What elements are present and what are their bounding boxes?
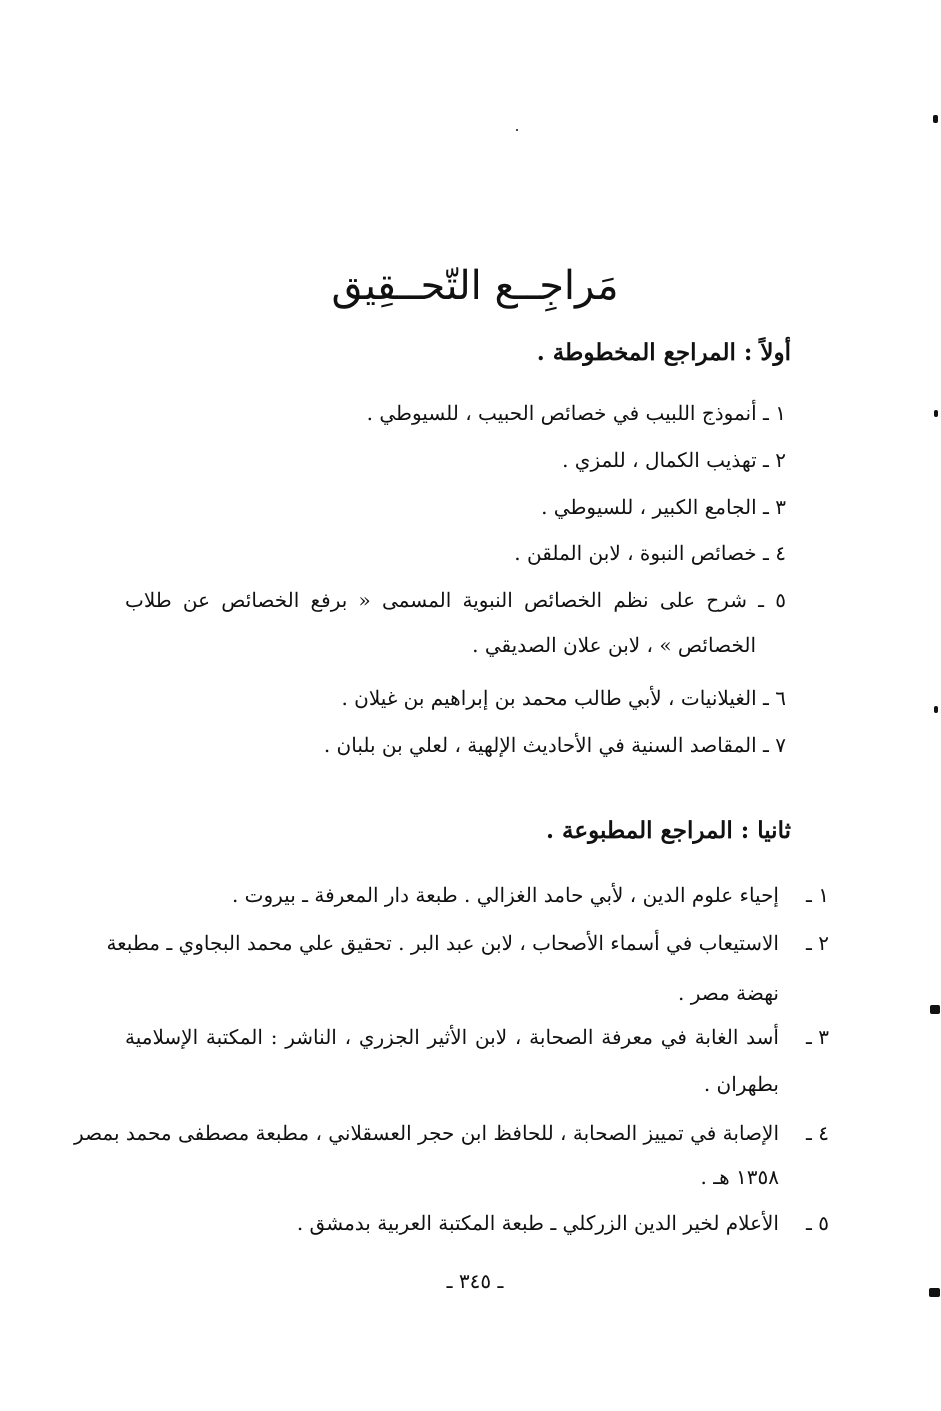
item-text: ـ شرح على نظم الخصائص النبوية المسمى « برفع الخصائص عن طلاب xyxy=(125,588,765,612)
item-continuation: ١٣٥٨ هـ . xyxy=(700,1165,779,1189)
item-number: ٣ ـ xyxy=(806,1025,829,1049)
item-text: الأعلام لخير الدين الزركلي ـ طبعة المكتبة العربية بدمشق . xyxy=(296,1211,779,1235)
manuscript-item-3 xyxy=(541,492,786,522)
item-number: ٥ ـ xyxy=(806,1211,829,1235)
item-text: الإصابة في تمييز الصحابة ، للحافظ ابن حجر العسقلاني ، مطبعة مصطفى محمد بمصر xyxy=(74,1121,779,1145)
item-text: ـ أنموذج اللبيب في خصائص الحبيب ، للسيوطي . xyxy=(366,401,769,425)
item-number: ٤ ـ xyxy=(806,1121,829,1145)
manuscript-item-7 xyxy=(324,730,786,760)
page-title: مَراجِــع التّحــقِيق xyxy=(331,263,619,309)
item-number: ٦ xyxy=(775,686,786,710)
item-text: ـ تهذيب الكمال ، للمزي . xyxy=(562,448,769,472)
item-number: ٣ xyxy=(775,495,786,519)
scan-mark xyxy=(933,115,938,123)
item-text: الاستيعاب في أسماء الأصحاب ، لابن عبد البر . تحقيق علي محمد البجاوي ـ مطبعة xyxy=(106,931,779,955)
item-text: ـ المقاصد السنية في الأحاديث الإلهية ، لعلي بن بلبان . xyxy=(323,733,769,757)
scan-mark xyxy=(934,706,938,713)
item-number: ٥ xyxy=(775,588,786,612)
item-text: ـ الغيلانيات ، لأبي طالب محمد بن إبراهيم بن غيلان . xyxy=(341,686,769,710)
item-number: ٢ xyxy=(775,448,786,472)
item-continuation: نهضة مصر . xyxy=(677,981,779,1005)
item-number: ٢ ـ xyxy=(806,931,829,955)
item-continuation: بطهران . xyxy=(703,1072,779,1096)
scan-mark xyxy=(516,129,518,131)
manuscript-item-2 xyxy=(562,445,786,475)
manuscript-item-5 xyxy=(125,585,786,615)
item-number: ١ ـ xyxy=(806,883,829,907)
manuscript-item-4 xyxy=(514,538,786,568)
manuscript-item-5-continuation: الخصائص » ، لابن علان الصديقي . xyxy=(472,633,756,657)
item-number: ٤ xyxy=(775,541,786,565)
scan-mark xyxy=(930,1005,940,1014)
item-text: إحياء علوم الدين ، لأبي حامد الغزالي . طبعة دار المعرفة ـ بيروت . xyxy=(231,883,779,907)
page-number: ـ ٣٤٥ ـ xyxy=(446,1269,504,1293)
scan-mark xyxy=(929,1288,940,1297)
item-number: ٧ xyxy=(775,733,786,757)
item-text: ـ خصائص النبوة ، لابن الملقن . xyxy=(514,541,769,565)
manuscript-item-1 xyxy=(367,398,786,428)
scan-mark xyxy=(934,410,938,417)
manuscript-item-6 xyxy=(341,683,786,713)
manuscripts-heading: أولاً : المراجع المخطوطة . xyxy=(536,339,791,366)
item-text: أسد الغابة في معرفة الصحابة ، لابن الأثير الجزري ، الناشر : المكتبة الإسلامية xyxy=(125,1025,779,1049)
item-number: ١ xyxy=(775,401,786,425)
printed-heading: ثانيا : المراجع المطبوعة . xyxy=(546,817,791,844)
item-text: ـ الجامع الكبير ، للسيوطي . xyxy=(541,495,769,519)
